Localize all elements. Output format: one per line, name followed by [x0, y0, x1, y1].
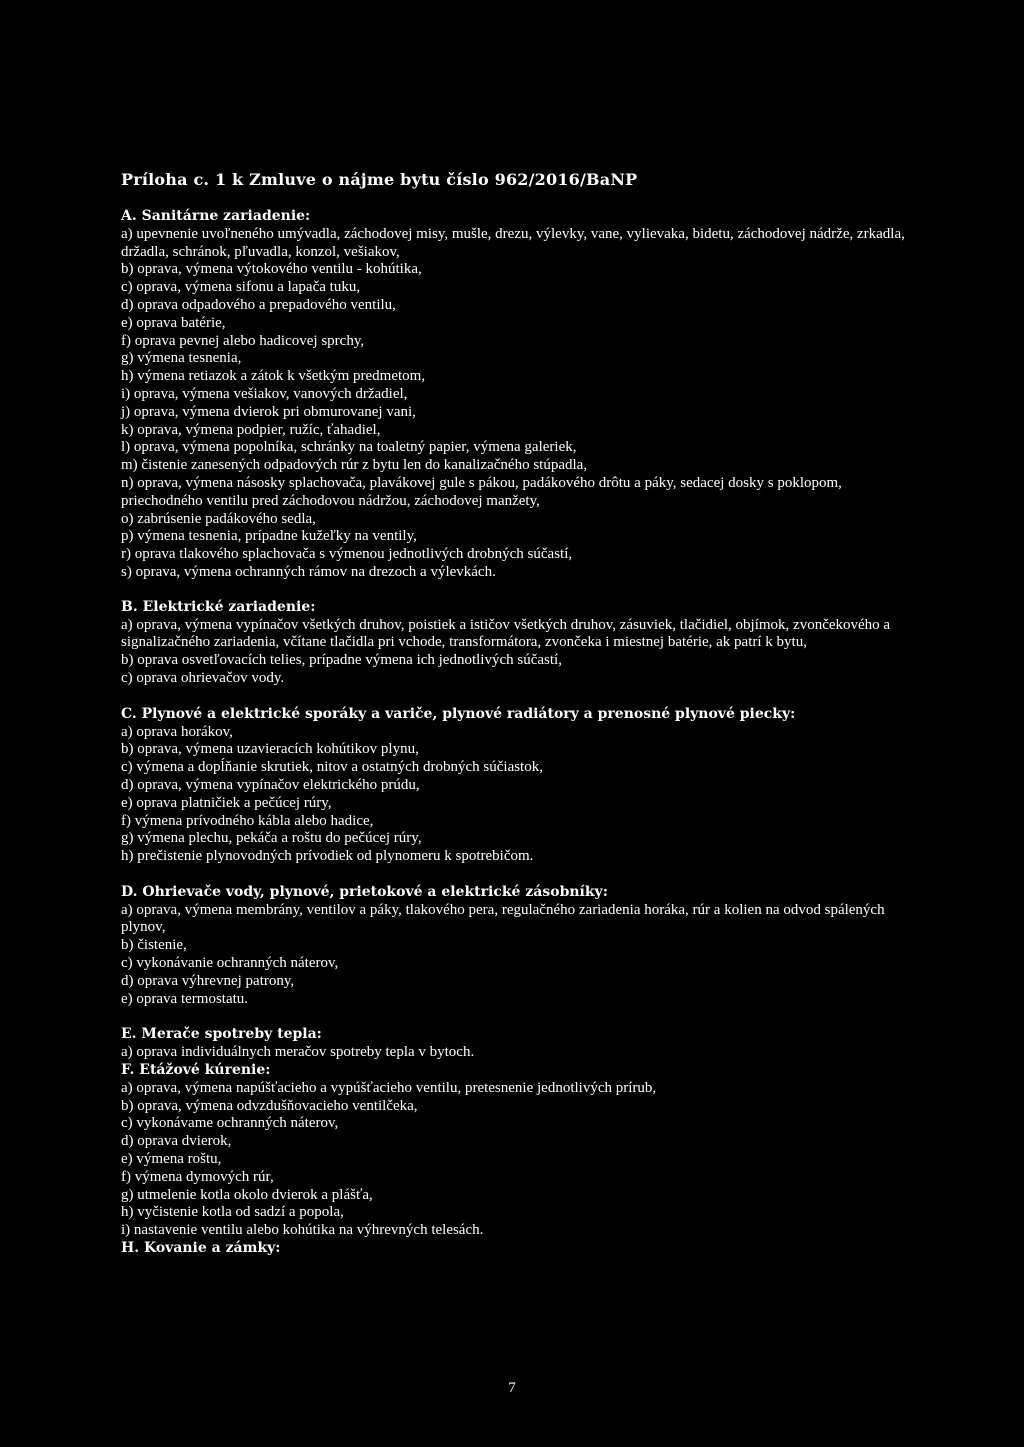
list-item: s) oprava, výmena ochranných rámov na drezoch a výlevkách.	[121, 563, 496, 580]
list-item: e) oprava batérie,	[121, 314, 226, 331]
list-item: a) oprava, výmena vypínačov všetkých druhov, poistiek a ističov všetkých druhov, zásuviek, tlačidiel, objímok, zvončekového a signalizačného zariadenia, včítane tlačidla pri vchode, transformátora, zvončeka i miestnej batérie, ak patrí k bytu,	[121, 616, 891, 651]
list-item: a) upevnenie uvoľneného umývadla, záchodovej misy, mušle, drezu, výlevky, vane, vylievaka, bidetu, záchodovej nádrže, zrkadla, držadla, schránok, pľuvadla, konzol, vešiakov,	[121, 225, 905, 260]
list-item: d) oprava výhrevnej patrony,	[121, 972, 295, 989]
list-item: p) výmena tesnenia, prípadne kužeľky na ventily,	[121, 528, 417, 545]
section-f	[121, 1062, 911, 1240]
section-heading: H. Kovanie a zámky:	[121, 1240, 281, 1257]
list-item: h) prečistenie plynovodných prívodiek od plynomeru k spotrebičom.	[121, 848, 534, 865]
list-item: d) oprava dvierok,	[121, 1133, 232, 1150]
list-item: b) čistenie,	[121, 937, 187, 954]
list-item: f) výmena prívodného kábla alebo hadice,	[121, 812, 374, 829]
list-item: l) oprava, výmena popolníka, schránky na toaletný papier, výmena galeriek,	[121, 439, 577, 456]
section-a	[121, 208, 911, 582]
document-body	[121, 208, 911, 1258]
list-item: c) oprava, výmena sifonu a lapača tuku,	[121, 279, 361, 296]
section-e	[121, 1026, 911, 1062]
list-item: e) oprava termostatu.	[121, 990, 249, 1007]
section-b	[121, 599, 911, 688]
list-item: b) oprava, výmena výtokového ventilu - kohútika,	[121, 261, 422, 278]
list-item: b) oprava, výmena uzavieracích kohútikov plynu,	[121, 741, 419, 758]
list-item: c) vykonávame ochranných náterov,	[121, 1115, 339, 1132]
list-item: i) nastavenie ventilu alebo kohútika na výhrevných telesách.	[121, 1222, 484, 1239]
document-title: Príloha c. 1 k Zmluve o nájme bytu číslo 962/2016/BaNP	[121, 170, 638, 189]
list-item: b) oprava osvetľovacích telies, prípadne výmena ich jednotlivých súčastí,	[121, 652, 562, 669]
list-item: h) výmena retiazok a zátok k všetkým predmetom,	[121, 368, 426, 385]
list-item: n) oprava, výmena násosky splachovača, plavákovej gule s pákou, padákového drôtu a páky, sedacej dosky s poklopom, priechodného ventilu pred záchodovou nádržou, záchodovej manžety,	[121, 474, 842, 509]
list-item: a) oprava horákov,	[121, 723, 233, 740]
section-c	[121, 706, 911, 866]
list-item: r) oprava tlakového splachovača s výmenou jednotlivých drobných súčastí,	[121, 546, 573, 563]
section-heading: D. Ohrievače vody, plynové, prietokové a elektrické zásobníky:	[121, 883, 608, 900]
list-item: h) vyčistenie kotla od sadzí a popola,	[121, 1204, 344, 1221]
list-item: f) výmena dymových rúr,	[121, 1168, 274, 1185]
list-item: c) oprava ohrievačov vody.	[121, 669, 285, 686]
list-item: d) oprava, výmena vypínačov elektrického prúdu,	[121, 776, 420, 793]
list-item: a) oprava, výmena membrány, ventilov a páky, tlakového pera, regulačného zariadenia horáka, rúr a kolien na odvod spálených plynov,	[121, 901, 885, 936]
section-heading: B. Elektrické zariadenie:	[121, 598, 316, 615]
list-item: j) oprava, výmena dvierok pri obmurovanej vani,	[121, 403, 416, 420]
list-item: d) oprava odpadového a prepadového ventilu,	[121, 296, 396, 313]
list-item: g) výmena tesnenia,	[121, 350, 242, 367]
list-item: b) oprava, výmena odvzdušňovacieho ventilčeka,	[121, 1097, 418, 1114]
list-item: k) oprava, výmena podpier, ružíc, ťahadiel,	[121, 421, 381, 438]
list-item: a) oprava, výmena napúšťacieho a vypúšťacieho ventilu, pretesnenie jednotlivých prírub,	[121, 1079, 657, 1096]
list-item: c) výmena a dopĺňanie skrutiek, nitov a ostatných drobných súčiastok,	[121, 759, 543, 776]
section-heading: F. Etážové kúrenie:	[121, 1062, 271, 1079]
list-item: m) čistenie zanesených odpadových rúr z bytu len do kanalizačného stúpadla,	[121, 457, 588, 474]
list-item: i) oprava, výmena vešiakov, vanových držadiel,	[121, 385, 408, 402]
page-number: 7	[508, 1380, 516, 1396]
list-item: e) oprava platničiek a pečúcej rúry,	[121, 794, 332, 811]
list-item: e) výmena roštu,	[121, 1151, 222, 1168]
list-item: g) výmena plechu, pekáča a roštu do pečúcej rúry,	[121, 830, 422, 847]
list-item: o) zabrúsenie padákového sedla,	[121, 510, 316, 527]
list-item: c) vykonávanie ochranných náterov,	[121, 955, 339, 972]
list-item: f) oprava pevnej alebo hadicovej sprchy,	[121, 332, 365, 349]
section-heading: A. Sanitárne zariadenie:	[121, 208, 311, 224]
section-heading: E. Merače spotreby tepla:	[121, 1026, 322, 1043]
list-item: a) oprava individuálnych meračov spotreby tepla v bytoch.	[121, 1044, 475, 1061]
section-h	[121, 1240, 911, 1258]
section-d	[121, 884, 911, 1009]
section-heading: C. Plynové a elektrické sporáky a variče, plynové radiátory a prenosné plynové piecky:	[121, 705, 796, 722]
list-item: g) utmelenie kotla okolo dvierok a plášťa,	[121, 1186, 373, 1203]
